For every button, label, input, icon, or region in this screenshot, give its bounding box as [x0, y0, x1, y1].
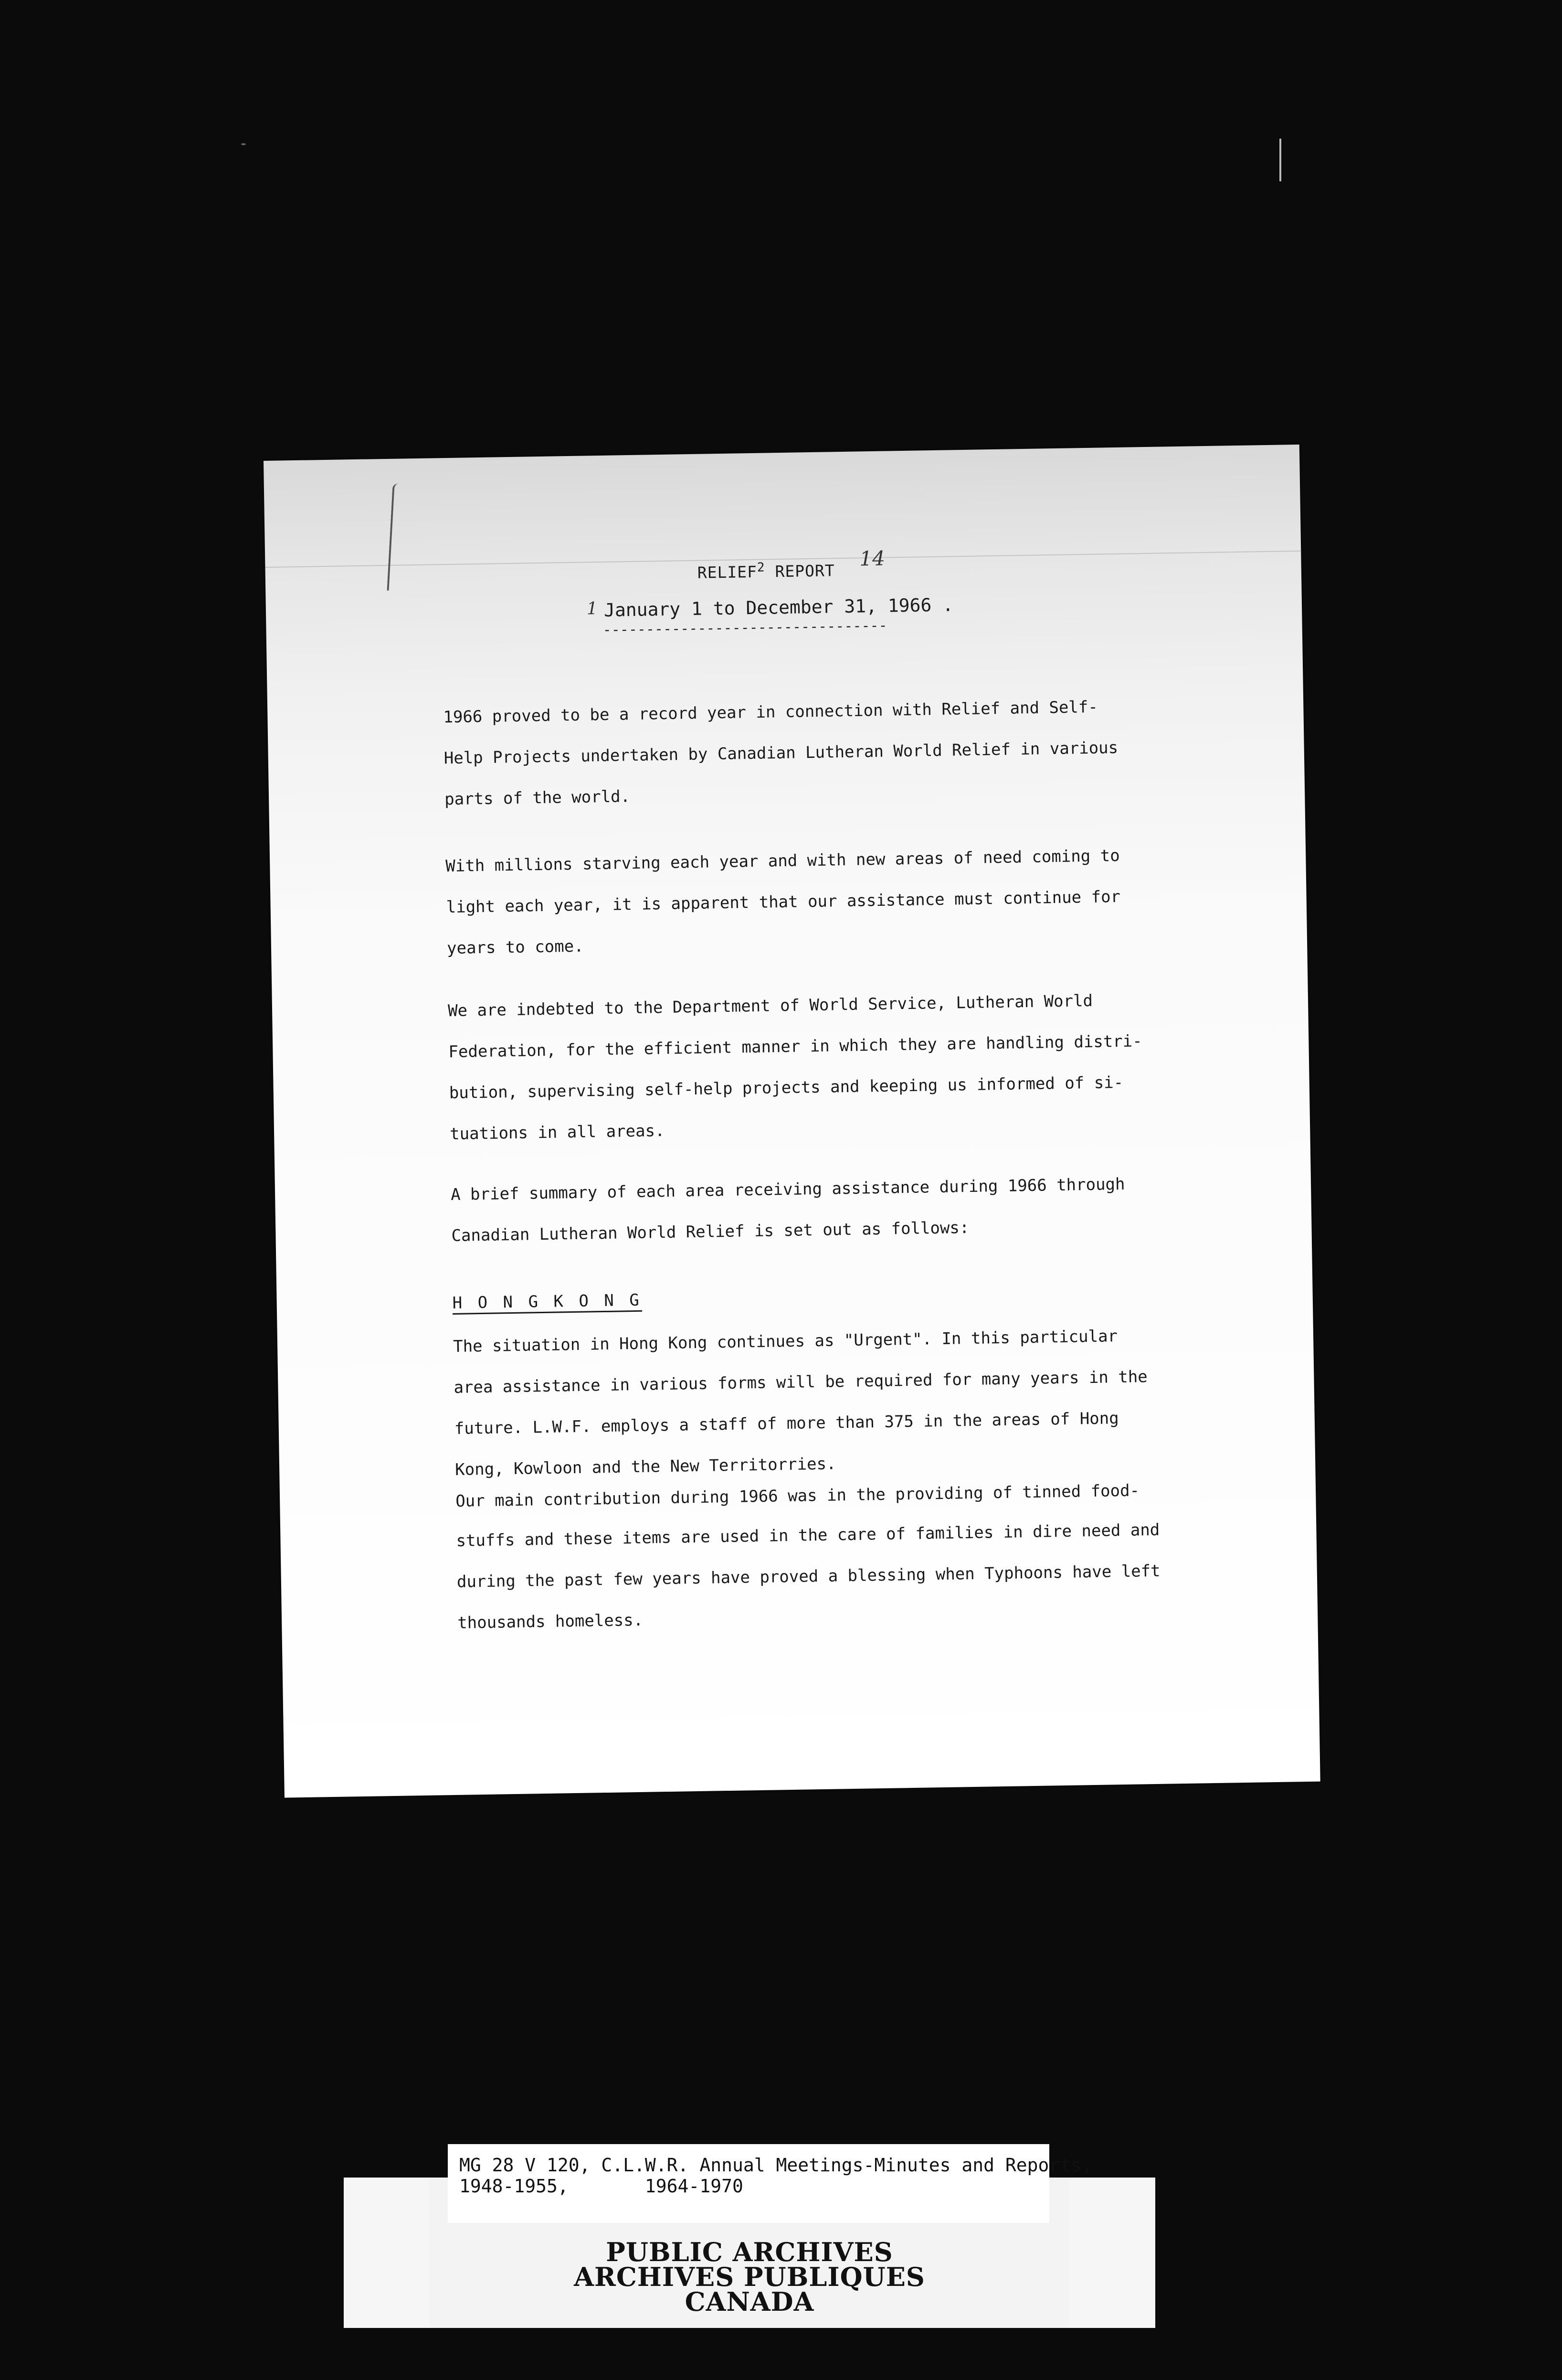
film-speck: [241, 143, 246, 145]
hong-kong-paragraph-1: [453, 1315, 1162, 1490]
text-line: light each year, it is apparent that our assistance must continue for: [446, 887, 1121, 917]
public-archives-stamp: [344, 2237, 1155, 2317]
paragraph-2: [445, 835, 1154, 969]
text-line: Canadian Lutheran World Relief is set out as follows:: [451, 1218, 970, 1246]
section-heading-hong-kong: H O N G K O N G: [452, 1290, 643, 1313]
text-line: A brief summary of each area receiving assistance during 1966 through: [450, 1174, 1125, 1205]
paragraph-4: [451, 1163, 1159, 1256]
report-title: [697, 559, 835, 582]
reference-line-2: 1948-1955, 1964-1970: [459, 2176, 743, 2197]
text-line: future. L.W.F. employs a staff of more than 375 in the areas of Hong: [454, 1409, 1119, 1438]
paragraph-3: [447, 979, 1156, 1155]
handwritten-page-number: 14: [859, 546, 886, 571]
text-line: area assistance in various forms will be required for many years in the: [454, 1367, 1148, 1397]
text-line: We are indebted to the Department of World Service, Lutheran World: [447, 991, 1093, 1021]
text-line: during the past few years have proved a blessing when Typhoons have left: [456, 1561, 1161, 1592]
title-word-report: REPORT: [775, 561, 835, 581]
title-superscript: 2: [757, 560, 765, 575]
stamp-line-3: CANADA: [685, 2286, 814, 2317]
text-line: With millions starving each year and with new areas of need coming to: [445, 846, 1120, 876]
stamp-line-1: PUBLIC ARCHIVES: [606, 2237, 893, 2267]
text-line: parts of the world.: [444, 787, 631, 809]
paragraph-1: [443, 686, 1151, 820]
text-line: years to come.: [446, 936, 584, 958]
hong-kong-paragraph-2: [455, 1471, 1164, 1644]
report-period: January 1 to December 31, 1966 .: [603, 594, 954, 621]
text-line: stuffs and these items are used in the care of families in dire need and: [456, 1520, 1160, 1551]
document-page: [264, 445, 1320, 1798]
text-line: 1966 proved to be a record year in connection with Relief and Self-: [443, 697, 1098, 727]
handwritten-check-mark: [387, 483, 407, 591]
text-line: thousands homeless.: [457, 1610, 644, 1633]
film-scratch: [1279, 138, 1281, 181]
text-line: bution, supervising self-help projects and keeping us informed of si-: [449, 1073, 1124, 1103]
title-underline: ---------------------------------: [602, 617, 887, 638]
archive-card: [344, 2144, 1155, 2328]
text-line: tuations in all areas.: [449, 1121, 665, 1144]
text-line: Kong, Kowloon and the New Territorries.: [454, 1454, 836, 1479]
text-line: Federation, for the efficient manner in which they are handling distri-: [448, 1031, 1142, 1062]
text-line: Our main contribution during 1966 was in the providing of tinned food-: [455, 1481, 1140, 1511]
stamp-line-2: ARCHIVES PUBLIQUES: [574, 2262, 925, 2292]
text-line: The situation in Hong Kong continues as "Urgent". In this particular: [453, 1327, 1118, 1356]
title-word-relief: RELIEF: [697, 562, 758, 582]
handwritten-mark: 1: [586, 599, 598, 619]
reference-line-1: MG 28 V 120, C.L.W.R. Annual Meetings-Minutes and Reports,: [459, 2155, 1093, 2176]
text-line: Help Projects undertaken by Canadian Lutheran World Relief in various: [443, 738, 1119, 768]
archive-reference-label: [448, 2144, 1093, 2223]
